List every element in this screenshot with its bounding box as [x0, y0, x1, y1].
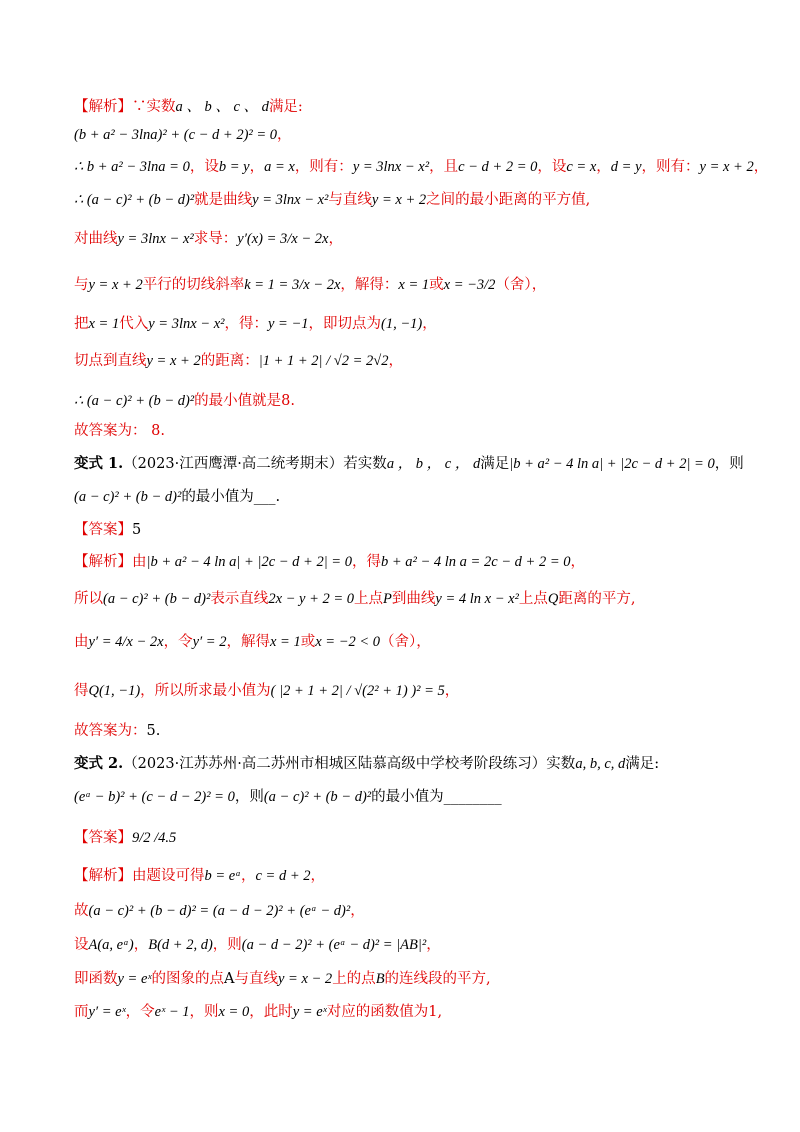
- problem-text: 满足: [480, 456, 510, 472]
- math-expression: y = 3lnx − x²: [352, 159, 430, 175]
- problem-text: （2023·江苏苏州·高二苏州市相城区陆慕高级中学校考阶段练习）实数: [123, 756, 576, 772]
- math-expression: |1 + 1 + 2| / √2 = 2√2: [258, 353, 389, 369]
- solution-text: 与: [74, 277, 89, 293]
- solution-text: 上点: [354, 591, 384, 607]
- solution-text: ，则: [189, 1004, 219, 1020]
- solution-text: ，: [133, 937, 149, 953]
- solution-text: 的图象的点: [151, 971, 224, 987]
- solution-text: ，: [426, 937, 441, 953]
- math-expression: Q(1, −1): [88, 683, 141, 699]
- text-line: [74, 454, 744, 474]
- solution-text: 或: [300, 634, 316, 650]
- math-expression: y′ = 4/x − 2x: [88, 634, 164, 650]
- math-expression: y = x + 2: [146, 353, 201, 369]
- math-expression: y′ = 2: [192, 634, 227, 650]
- solution-text: ，设: [189, 159, 219, 175]
- solution-text: 得: [74, 683, 89, 699]
- solution-text: 上的点: [332, 971, 376, 987]
- text-line: [74, 901, 740, 921]
- text-line: [74, 935, 740, 955]
- solution-text: 表示直线: [210, 591, 269, 607]
- solution-text: （舍）: [380, 634, 417, 650]
- text-line: [74, 589, 740, 609]
- problem-text: 的最小值为___.: [181, 489, 281, 505]
- math-expression: y′(x) = 3/x − 2x: [237, 231, 329, 247]
- problem-text: 的最小值为________: [371, 789, 502, 805]
- solution-text: ∵实数: [132, 99, 176, 115]
- solution-text: 故答案为：: [74, 723, 147, 739]
- solution-text: ，: [388, 353, 403, 369]
- solution-text: 由题设可得: [132, 868, 205, 884]
- math-expression: y = x + 2: [371, 192, 427, 208]
- math-expression: x = 1: [269, 634, 301, 650]
- solution-text: 满足:: [268, 99, 303, 115]
- math-expression: eˣ − 1: [154, 1004, 190, 1020]
- solution-text: 到曲线: [391, 591, 436, 607]
- math-expression: Q: [547, 591, 559, 607]
- math-expression: y = −1: [268, 316, 309, 332]
- solution-text: ，: [570, 554, 585, 570]
- math-expression: P: [383, 591, 392, 607]
- math-expression: x = 0: [218, 1004, 250, 1020]
- text-line: [74, 391, 740, 411]
- math-expression: k = 1 = 3/x − 2x: [244, 277, 341, 293]
- solution-text: ，: [753, 159, 769, 175]
- solution-text: ，则: [212, 937, 242, 953]
- solution-text: 对应的函数值为: [326, 1004, 429, 1020]
- math-expression: |b + a² − 4 ln a| + |2c − d + 2| = 0: [509, 456, 715, 472]
- math-expression: ∴ (a − c)² + (b − d)²: [74, 192, 195, 208]
- math-expression: b = eᵃ: [204, 868, 241, 884]
- text-line: [74, 787, 740, 807]
- math-expression: x = −2 < 0: [315, 634, 381, 650]
- text-line: [74, 866, 740, 886]
- math-expression: a 、 b 、 c 、 d: [175, 99, 269, 115]
- solution-text: ，: [277, 127, 292, 143]
- math-expression: a = x: [264, 159, 295, 175]
- math-expression: 9/2 /4.5: [132, 830, 177, 846]
- text-line: [74, 681, 740, 701]
- solution-text: ，则有：: [641, 159, 700, 175]
- solution-text: ，解得: [226, 634, 270, 650]
- solution-text: ，: [350, 903, 365, 919]
- math-expression: (a − c)² + (b − d)²: [74, 489, 182, 505]
- math-expression: 2x − y + 2 = 0: [268, 591, 355, 607]
- math-expression: y = x − 2: [277, 971, 333, 987]
- text-line: [74, 520, 740, 540]
- solution-text: 【解析】: [74, 554, 132, 570]
- math-expression: c = x: [566, 159, 597, 175]
- text-line: [74, 721, 740, 741]
- solution-text: ，得：: [224, 316, 268, 332]
- text-line: [74, 229, 740, 249]
- problem-text: （2023·江西鹰潭·高二统考期末）若实数: [123, 456, 387, 472]
- text-line: [74, 1002, 740, 1022]
- solution-text: 之间的最小距离的平方值,: [426, 192, 591, 208]
- solution-text: ，则有：: [294, 159, 353, 175]
- math-expression: d = y: [610, 159, 642, 175]
- math-expression: y = 3lnx − x²: [252, 192, 329, 208]
- math-expression: y = eˣ: [292, 1004, 327, 1020]
- math-expression: c − d + 2 = 0: [458, 159, 538, 175]
- solution-text: 【答案】: [74, 830, 132, 846]
- solution-text: 求导：: [193, 231, 238, 247]
- math-expression: y = eˣ: [117, 971, 152, 987]
- solution-text: 对曲线: [74, 231, 118, 247]
- solution-text: 上点: [518, 591, 548, 607]
- solution-text: ，且: [429, 159, 459, 175]
- solution-text: 由: [132, 554, 147, 570]
- solution-text: ，: [310, 868, 326, 884]
- solution-text: ，解得：: [340, 277, 399, 293]
- math-expression: (a − d − 2)² + (eᵃ − d)² = |AB|²: [241, 937, 427, 953]
- math-expression: y = x + 2: [699, 159, 754, 175]
- math-expression: x = 1: [398, 277, 430, 293]
- solution-text: ，: [241, 868, 256, 884]
- problem-text: 5: [132, 522, 142, 538]
- text-line: [74, 275, 740, 295]
- problem-text: 变式 1.: [74, 455, 124, 472]
- text-line: [74, 632, 740, 652]
- math-expression: x = −3/2: [443, 277, 496, 293]
- solution-text: 与直线: [328, 192, 372, 208]
- solution-text: 故答案为： 8.: [74, 423, 165, 439]
- text-line: [74, 351, 740, 371]
- math-expression: ∴ (a − c)² + (b − d)²: [74, 393, 195, 409]
- text-line: [74, 314, 740, 334]
- solution-text: ，: [416, 634, 431, 650]
- problem-text: 变式 2.: [74, 755, 124, 772]
- math-expression: ( |2 + 1 + 2| / √(2² + 1) )² = 5: [270, 683, 445, 699]
- solution-text: 而: [74, 1004, 89, 1020]
- solution-text: 设: [74, 937, 89, 953]
- solution-text: 切点到直线: [74, 353, 147, 369]
- text-line: [74, 969, 740, 989]
- solution-text: ，设: [537, 159, 567, 175]
- text-line: [74, 552, 740, 572]
- math-expression: (eᵃ − b)² + (c − d − 2)² = 0: [74, 789, 235, 805]
- math-expression: x = 1: [88, 316, 120, 332]
- math-expression: a, b, c, d: [575, 756, 626, 772]
- solution-text: 距离的平方,: [558, 591, 636, 607]
- text-line: [74, 190, 740, 210]
- solution-text: 由: [74, 634, 89, 650]
- text-line: [74, 421, 740, 441]
- math-expression: |b + a² − 4 ln a| + |2c − d + 2| = 0: [146, 554, 352, 570]
- solution-text: ，: [444, 683, 460, 699]
- math-expression: b + a² − 4 ln a = 2c − d + 2 = 0: [380, 554, 571, 570]
- math-expression: y = 3lnx − x²: [117, 231, 194, 247]
- solution-text: ，令: [163, 634, 193, 650]
- math-expression: (1, −1): [381, 316, 423, 332]
- math-expression: y = x + 2: [88, 277, 143, 293]
- solution-text: 与直线: [234, 971, 278, 987]
- text-line: [74, 125, 740, 145]
- math-expression: a ， b ， c ， d: [386, 456, 481, 472]
- math-expression: ∴ b + a² − 3lna = 0: [74, 159, 190, 175]
- text-line: [74, 754, 740, 774]
- solution-text: 【解析】: [74, 99, 132, 115]
- solution-text: ，: [422, 316, 437, 332]
- solution-text: 8.: [281, 393, 295, 409]
- solution-text: 就是曲线: [194, 192, 253, 208]
- solution-text: 代入: [119, 316, 149, 332]
- solution-text: ，: [596, 159, 611, 175]
- solution-text: ，得: [351, 554, 381, 570]
- math-expression: B(d + 2, d): [148, 937, 213, 953]
- math-expression: B: [375, 971, 385, 987]
- solution-text: 即函数: [74, 971, 118, 987]
- solution-text: ，: [328, 231, 343, 247]
- text-line: [74, 97, 740, 117]
- problem-text: ，则: [714, 456, 744, 472]
- solution-text: ，令: [125, 1004, 155, 1020]
- solution-text: （舍）: [495, 277, 532, 293]
- solution-text: 【解析】: [74, 868, 132, 884]
- solution-text: 的距离：: [200, 353, 259, 369]
- text-line: [74, 157, 769, 177]
- solution-text: 故: [74, 903, 89, 919]
- solution-text: 1,: [428, 1004, 443, 1020]
- solution-text: 把: [74, 316, 89, 332]
- solution-text: 平行的切线斜率: [142, 277, 245, 293]
- problem-text: 满足:: [625, 756, 660, 772]
- math-expression: y′ = eˣ: [88, 1004, 126, 1020]
- problem-text: A: [224, 971, 235, 987]
- math-expression: y = 4 ln x − x²: [435, 591, 519, 607]
- math-expression: (a − c)² + (b − d)² = (a − d − 2)² + (eᵃ − d)²: [88, 903, 351, 919]
- solution-text: 或: [429, 277, 444, 293]
- solution-text: ，此时: [249, 1004, 293, 1020]
- math-expression: (a − c)² + (b − d)²: [103, 591, 211, 607]
- solution-text: ，: [249, 159, 265, 175]
- solution-text: ，所以所求最小值为: [140, 683, 271, 699]
- solution-text: 所以: [74, 591, 103, 607]
- text-line: [74, 487, 740, 507]
- solution-text: 【答案】: [74, 522, 132, 538]
- solution-text: 的连线段的平方,: [384, 971, 491, 987]
- math-expression: b = y: [218, 159, 250, 175]
- math-expression: c = d + 2: [255, 868, 311, 884]
- problem-text: ，则: [234, 789, 264, 805]
- solution-text: 的最小值就是: [194, 393, 282, 409]
- solution-text: ，: [531, 277, 547, 293]
- solution-text: ，即切点为: [308, 316, 382, 332]
- math-expression: y = 3lnx − x²: [148, 316, 225, 332]
- text-line: [74, 828, 740, 848]
- math-expression: (a − c)² + (b − d)²: [263, 789, 372, 805]
- problem-text: 5.: [146, 723, 161, 739]
- math-expression: A(a, eᵃ): [88, 937, 134, 953]
- math-expression: (b + a² − 3lna)² + (c − d + 2)² = 0: [74, 127, 278, 143]
